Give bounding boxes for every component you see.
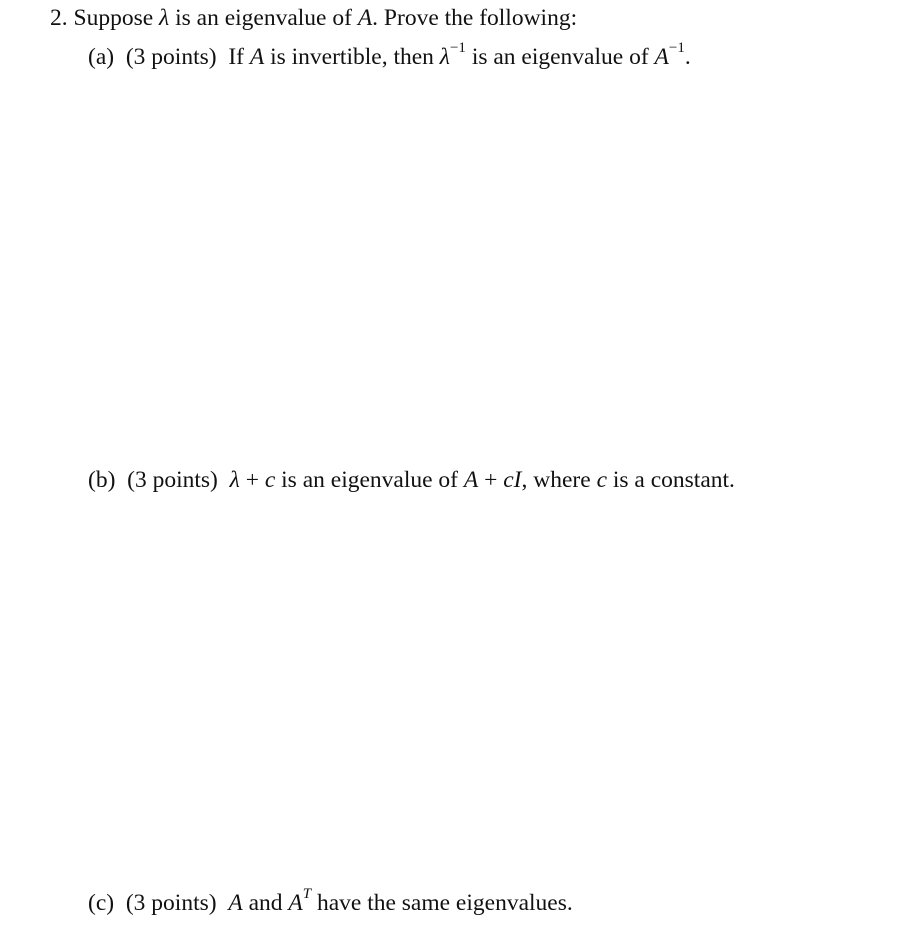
math: λ [159, 5, 170, 31]
part-label: (b) [88, 467, 116, 493]
text: is an eigenvalue of [281, 467, 458, 493]
math: A [249, 44, 265, 70]
text: . [684, 44, 691, 70]
math: + [478, 467, 504, 493]
math: A [228, 890, 243, 916]
math: A [288, 890, 303, 916]
text: have the same eigenvalues. [316, 890, 573, 916]
part-a [88, 40, 691, 71]
text: . Prove the following: [372, 5, 578, 31]
text: is an eigenvalue of [471, 44, 649, 70]
text: Suppose [73, 5, 154, 31]
math: λ [229, 467, 240, 493]
math-exponent: −1 [449, 40, 466, 56]
text: is a constant. [612, 467, 735, 493]
text: is invertible, then [270, 44, 434, 70]
math: A [357, 5, 373, 31]
math-exponent: −1 [668, 40, 685, 56]
points: (3 points) [127, 467, 218, 493]
points: (3 points) [125, 890, 217, 916]
math: λ [439, 44, 450, 70]
problem-statement [50, 5, 577, 32]
math: A [463, 467, 479, 493]
part-c [88, 886, 573, 917]
text: , where [521, 467, 591, 493]
math: c [264, 467, 276, 493]
math: c [596, 467, 607, 493]
part-label: (c) [88, 890, 115, 916]
problem-number: 2. [50, 5, 68, 31]
math: cI [503, 467, 522, 493]
text: is an eigenvalue of [175, 5, 352, 31]
math: A [654, 44, 669, 70]
points: (3 points) [125, 44, 217, 70]
text: and [248, 890, 283, 916]
math: + [239, 467, 265, 493]
math-exponent: T [302, 886, 312, 902]
part-label: (a) [88, 44, 115, 70]
text: If [228, 44, 244, 70]
part-b [88, 467, 735, 494]
